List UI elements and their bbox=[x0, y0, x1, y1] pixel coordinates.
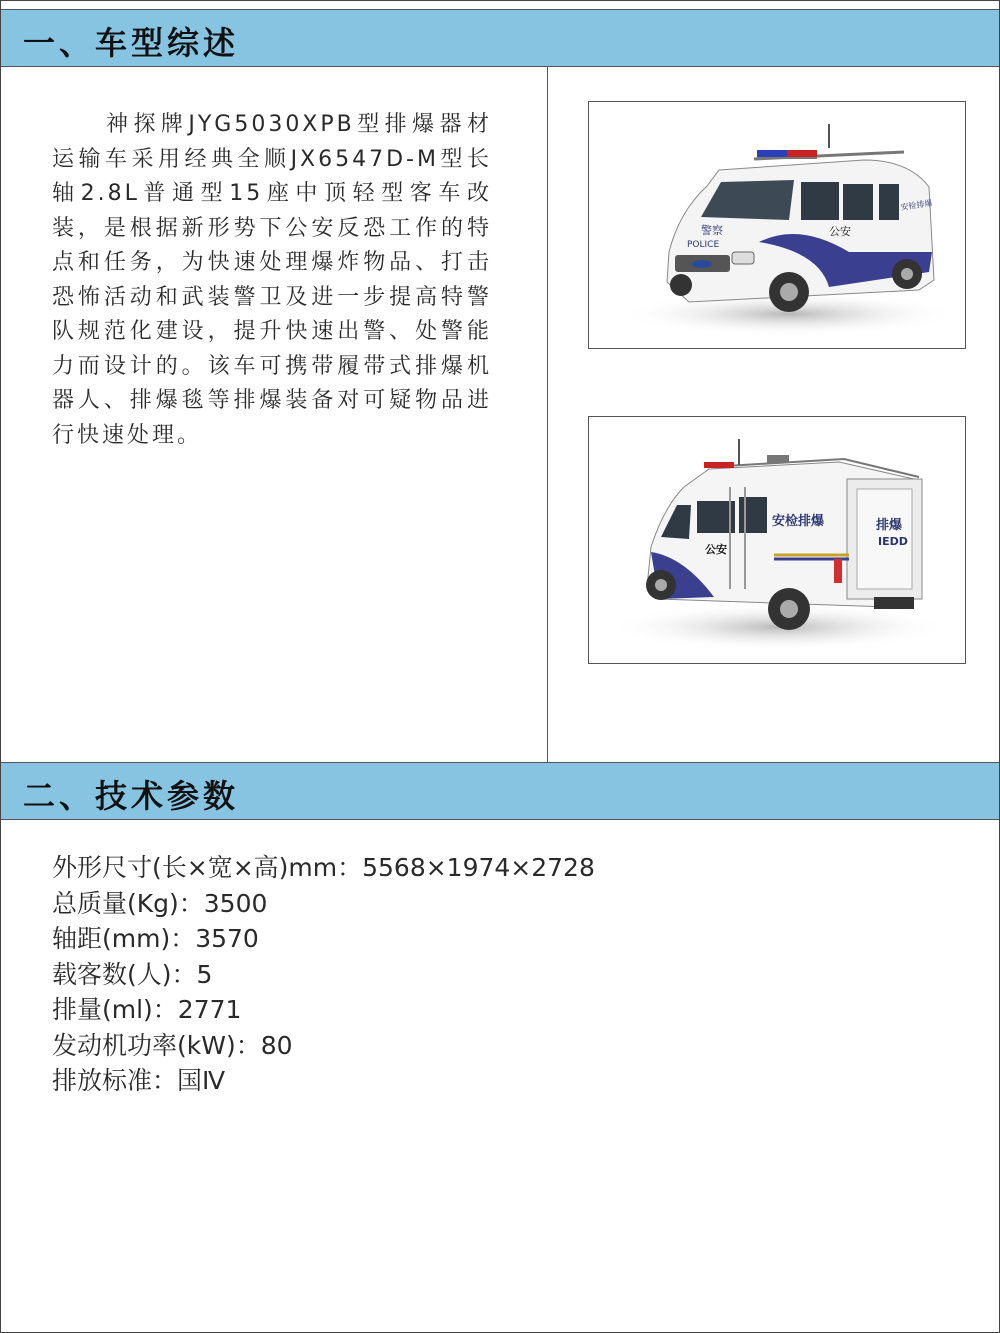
side-label: 安检排爆 bbox=[900, 198, 933, 212]
police-en-label: POLICE bbox=[687, 240, 720, 250]
van-front-photo bbox=[588, 101, 966, 349]
gongan-label: 公安 bbox=[829, 225, 851, 238]
column-divider bbox=[547, 66, 548, 762]
rear-label: 排爆 bbox=[876, 518, 903, 533]
spec-list bbox=[52, 850, 595, 1099]
section-title: 二、技术参数 bbox=[23, 777, 240, 815]
spec-wheelbase: 轴距(mm)：3570 bbox=[52, 924, 259, 953]
spec-engine-power: 发动机功率(kW)：80 bbox=[52, 1030, 293, 1060]
spec-total-mass: 总质量(Kg)：3500 bbox=[52, 888, 268, 918]
side-label: 安检排爆 bbox=[772, 514, 825, 529]
spec-displacement: 排量(ml)：2771 bbox=[52, 995, 242, 1024]
gongan-label: 公安 bbox=[705, 543, 727, 556]
section-title: 一、车型综述 bbox=[23, 24, 240, 62]
van-rear-photo bbox=[588, 416, 966, 664]
section-header-specs bbox=[1, 762, 999, 820]
spec-passengers: 载客数(人)：5 bbox=[52, 959, 213, 989]
spec-dimensions: 外形尺寸(长×宽×高)mm：5568×1974×2728 bbox=[52, 853, 595, 882]
spec-emission: 排放标准：国Ⅳ bbox=[52, 1066, 226, 1095]
section-header-overview bbox=[1, 9, 999, 67]
rear-en-label: IEDD bbox=[878, 535, 908, 548]
police-cn-label: 警察 bbox=[701, 224, 723, 237]
overview-paragraph: 神探牌JYG5030XPB型排爆器材运输车采用经典全顺JX6547D-M型长轴2.8L普通型15座中顶轻型客车改装，是根据新形势下公安反恐工作的特点和任务，为快速处理爆炸物品、打击恐怖活动和武装警卫及进一步提高特警队规范化建设，提升快速出警、处警能力而设计的。该车可携带履带式排爆机器人、排爆毯等排爆装备对可疑物品进行快速处理。 bbox=[52, 112, 492, 448]
